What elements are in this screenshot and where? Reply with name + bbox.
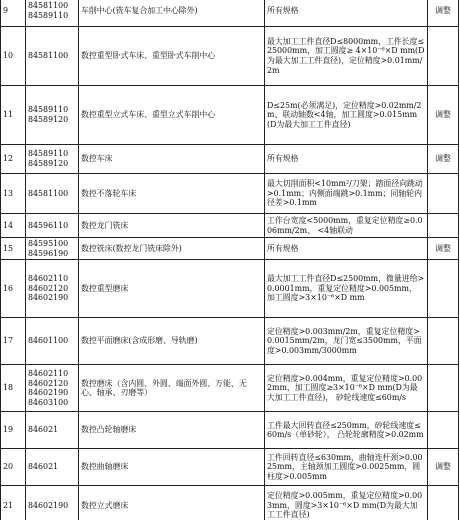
tariff-codes	[26, 174, 79, 214]
table-row	[1, 449, 459, 486]
technical-spec: 定位精度>0.004mm，重复定位精度>0.002mm，加工圆度≥3×10⁻⁶×D mm(D为最大加工工件直径)， 砂轮线速度≤60m/s	[265, 365, 428, 412]
remark	[428, 174, 459, 214]
product-name: 数控不落轮车床	[79, 174, 265, 214]
table-row	[1, 365, 459, 412]
tariff-code: 84596190	[28, 248, 69, 258]
tariff-codes	[26, 145, 79, 174]
tariff-code: 84596110	[28, 220, 69, 230]
technical-spec: 最大加工工件直径D≤8000mm，工件长度≤25000mm，加工圆度≥ 4×10⁻⁶×D mm(D为最大加工工件直径)，定位精度>0.01mm/2m	[265, 27, 428, 86]
tariff-code: 84601100	[28, 336, 69, 346]
row-number: 16	[1, 260, 26, 318]
tariff-codes	[26, 449, 79, 486]
remark	[428, 260, 459, 318]
row-number: 14	[1, 214, 26, 238]
remark: 调整	[428, 0, 459, 27]
remark	[428, 486, 459, 520]
remark	[428, 412, 459, 449]
product-name: 数控重型卧式车床、重型卧式车削中心	[79, 27, 265, 86]
tariff-codes	[26, 0, 79, 27]
table-row	[1, 238, 459, 260]
technical-spec: 最大切削面积<10mm²/刀架；踏面径向跳动>0.1mm；内侧面端跳>0.1mm；同轴轮内径差>0.1mm	[265, 174, 428, 214]
technical-spec: 定位精度>0.003mm/2m，重复定位精度>0.0015mm/2m，龙门宽≤3500mm，平面度>0.003mm/3000mm	[265, 318, 428, 365]
remark: 调整	[428, 145, 459, 174]
technical-spec: 所有规格	[265, 0, 428, 27]
row-number: 12	[1, 145, 26, 174]
technical-spec: 工作台宽度<5000mm，重复定位精度≥0.006mm/2m、 <4轴联动	[265, 214, 428, 238]
table-row	[1, 27, 459, 86]
table-row	[1, 214, 459, 238]
tariff-code: 84602110	[28, 369, 69, 378]
tariff-codes	[26, 486, 79, 520]
technical-spec: 工件回转直径≤630mm，曲轴连杆颈>0.0025mm，主轴颈加工圆度>0.0025mm，圆柱度>0.005mm	[265, 449, 428, 486]
tariff-code: 84602110	[28, 274, 69, 284]
tariff-code: 84581100	[28, 0, 69, 10]
row-number: 21	[1, 486, 26, 520]
row-number: 18	[1, 365, 26, 412]
tariff-code: 84602190	[28, 388, 69, 398]
tariff-code: 84581100	[28, 51, 69, 61]
tariff-code: 84589110	[28, 105, 69, 115]
product-name: 数控磨床（含内圆、外圆、端面外圆、万能、无心、轴承、刃磨等）	[79, 365, 265, 412]
tariff-codes	[26, 27, 79, 86]
row-number: 15	[1, 238, 26, 260]
product-name: 数控凸轮轴磨床	[79, 412, 265, 449]
remark	[428, 365, 459, 412]
tariff-codes	[26, 238, 79, 260]
remark	[428, 27, 459, 86]
tariff-codes	[26, 365, 79, 412]
product-name: 数控平面磨床(含成形磨、导轨磨)	[79, 318, 265, 365]
tariff-code: 84602190	[28, 293, 69, 303]
table-row	[1, 412, 459, 449]
tariff-code: 846021	[28, 425, 59, 435]
remark	[428, 214, 459, 238]
tariff-code: 84602190	[28, 500, 69, 510]
technical-spec: 所有规格	[265, 238, 428, 260]
tariff-code: 84581100	[28, 188, 69, 198]
product-name: 数控铣床(数控龙门铣床除外)	[79, 238, 265, 260]
table-body	[1, 0, 459, 520]
remark: 调整	[428, 238, 459, 260]
tariff-code: 84595100	[28, 239, 69, 248]
technical-spec: D≤25m(必须满足)，定位精度>0.02mm/2m、联动轴数<4轴，加工圆度>0.015mm(D为最大加工工件直径)	[265, 86, 428, 145]
row-number: 17	[1, 318, 26, 365]
product-name: 车削中心(铣车复合加工中心除外)	[79, 0, 265, 27]
product-name: 数控立式磨床	[79, 486, 265, 520]
tariff-code: 84603100	[28, 397, 69, 407]
table-row	[1, 174, 459, 214]
tariff-codes	[26, 412, 79, 449]
table-row	[1, 0, 459, 27]
row-number: 19	[1, 412, 26, 449]
technical-spec: 所有规格	[265, 145, 428, 174]
row-number: 10	[1, 27, 26, 86]
tariff-code: 84589120	[28, 159, 69, 168]
tariff-codes	[26, 318, 79, 365]
row-number: 13	[1, 174, 26, 214]
product-name: 数控车床	[79, 145, 265, 174]
product-name: 数控重型立式车床、重型立式车削中心	[79, 86, 265, 145]
tariff-code: 84602120	[28, 283, 69, 293]
row-number: 11	[1, 86, 26, 145]
tariff-code: 84589120	[28, 115, 69, 124]
remark: 调整	[428, 449, 459, 486]
tariff-codes	[26, 214, 79, 238]
table-row	[1, 318, 459, 365]
tariff-code: 84589110	[28, 10, 69, 20]
table-row	[1, 86, 459, 145]
row-number: 9	[1, 0, 26, 27]
tariff-codes	[26, 86, 79, 145]
remark: 调整	[428, 86, 459, 145]
technical-spec: 定位精度>0.005mm，重复定位精度>0.003mm，圆度>3×10⁻⁶×D mm(D为最大加工工件直径)	[265, 486, 428, 520]
table-row	[1, 486, 459, 520]
tariff-code: 84602120	[28, 378, 69, 388]
tariff-codes	[26, 260, 79, 318]
table-row	[1, 260, 459, 318]
product-name: 数控曲轴磨床	[79, 449, 265, 486]
table-row	[1, 145, 459, 174]
remark	[428, 318, 459, 365]
tariff-code: 84589110	[28, 149, 69, 159]
product-name: 数控龙门铣床	[79, 214, 265, 238]
row-number: 20	[1, 449, 26, 486]
tariff-code: 846021	[28, 462, 59, 472]
technical-spec: 工件最大回转直径≤250mm，砂轮线速度≤60m/s（单砂轮）， 凸轮轮廓精度>0.02mm	[265, 412, 428, 449]
technical-spec: 最大加工工件直径D≤2500mm，微量进给>0.0001mm，重复定位精度>0.005mm， 加工圆度>3×10⁻⁶×D mm	[265, 260, 428, 318]
product-name: 数控重型磨床	[79, 260, 265, 318]
